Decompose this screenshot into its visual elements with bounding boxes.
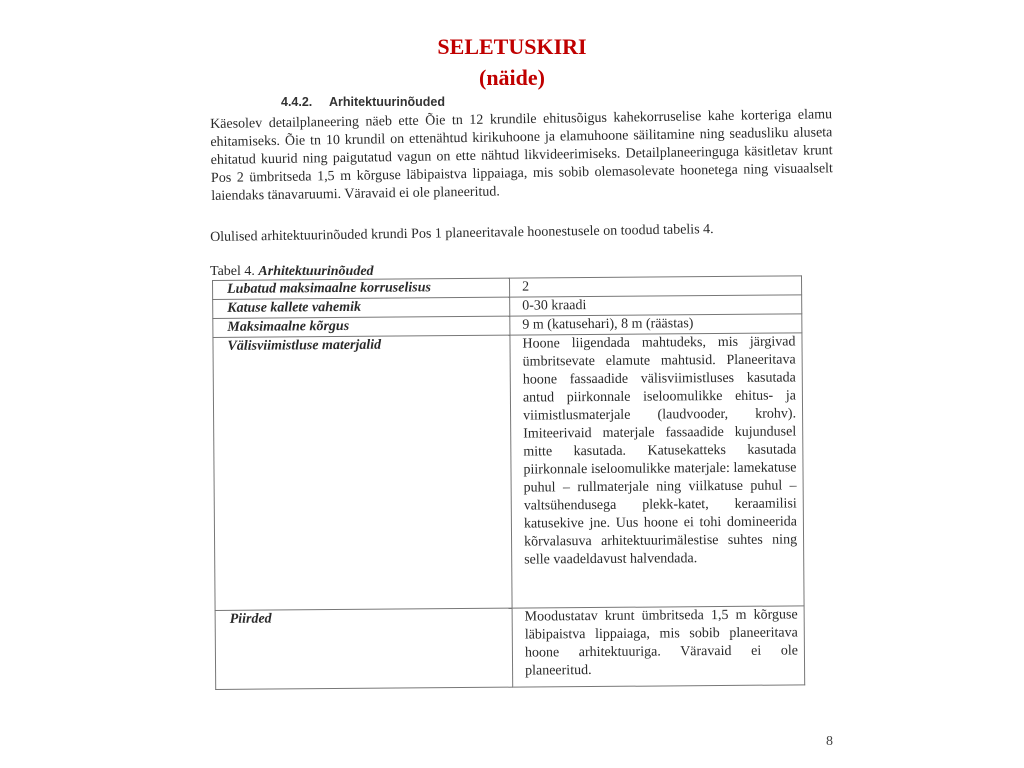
slide-subtitle: (näide) — [479, 65, 545, 90]
requirements-table — [212, 275, 805, 690]
table-caption-title: Arhitektuurinõuded — [258, 264, 374, 279]
page-number: 8 — [826, 734, 833, 749]
table-cell-value: 0-30 kraadi — [510, 295, 802, 316]
scanned-document — [200, 92, 840, 712]
table-caption-prefix: Tabel 4. — [210, 264, 255, 279]
table-cell-key: Välisviimistluse materjalid — [213, 335, 512, 610]
table-cell-value: Hoone liigendada mahtudeks, mis järgivad ümbritsevate elamute mahtusid. Planeeritava hoone fassaadide välisviimistluses kasutada antud piirkonnale iseloomulikke ehitus- ja viimistlusmaterjale (laudvooder, krohv). Imiteerivaid materjale fassaadide kujundusel mitte kasutada. Katusekatteks kasutada piirkonnale iseloomulikke materjale: lamekatuse puhul – rullmaterjale ning viilkatuse puhul – valtsühendusega plekk-katet, keraamilisi katusekive jne. Uus hoone ei tohi domineerida kõrvalasuva arhitektuurimälestise suhtes ning selle vaadeldavust halvendada. — [510, 333, 804, 608]
table-cell-key: Maksimaalne kõrgus — [213, 316, 510, 337]
section-number: 4.4.2. — [281, 95, 313, 109]
table-caption — [210, 264, 374, 280]
section-heading — [281, 95, 445, 109]
slide-title: SELETUSKIRI — [437, 34, 587, 59]
table-row — [215, 606, 805, 690]
table-cell-key: Lubatud maksimaalne korruselisus — [213, 278, 510, 299]
table-cell-value: Moodustatav krunt ümbritseda 1,5 m kõrguse läbipaistva lippaiaga, mis sobib planeeritava hoone arhitektuuriga. Väravaid ei ole planeeritud. — [512, 606, 805, 687]
table-cell-key: Piirded — [215, 608, 513, 689]
table-row — [213, 333, 804, 611]
table-cell-key: Katuse kallete vahemik — [213, 297, 510, 318]
section-title: Arhitektuurinõuded — [329, 95, 445, 109]
table-cell-value: 9 m (katusehari), 8 m (räästas) — [510, 314, 802, 335]
paragraph-table-reference: Olulised arhitektuurinõuded krundi Pos 1 planeeritavale hoonestusele on toodud tabelis 4. — [210, 222, 714, 245]
paragraph-intro: Käesolev detailplaneering näeb ette Õie tn 12 krundile ehitusõigus kahekorruselise kahe korteriga elamu ehitamiseks. Õie tn 10 krundil on ettenähtud kirikuhoone ja elamuhoone säilitamine ning seadusliku aluseta ehitatud kuurid ning paigutatud vagun on ette nähtud likvideerimiseks. Detailplaneeringuga käsitletav krunt Pos 2 ümbritseda 1,5 m kõrguse läbipaistva lippaiaga, mis sobib olemasolevate hoonetega ning visuaalselt laiendaks tänavaruumi. Väravaid ei ole planeeritud. — [210, 107, 834, 204]
table-cell-value: 2 — [509, 276, 801, 297]
